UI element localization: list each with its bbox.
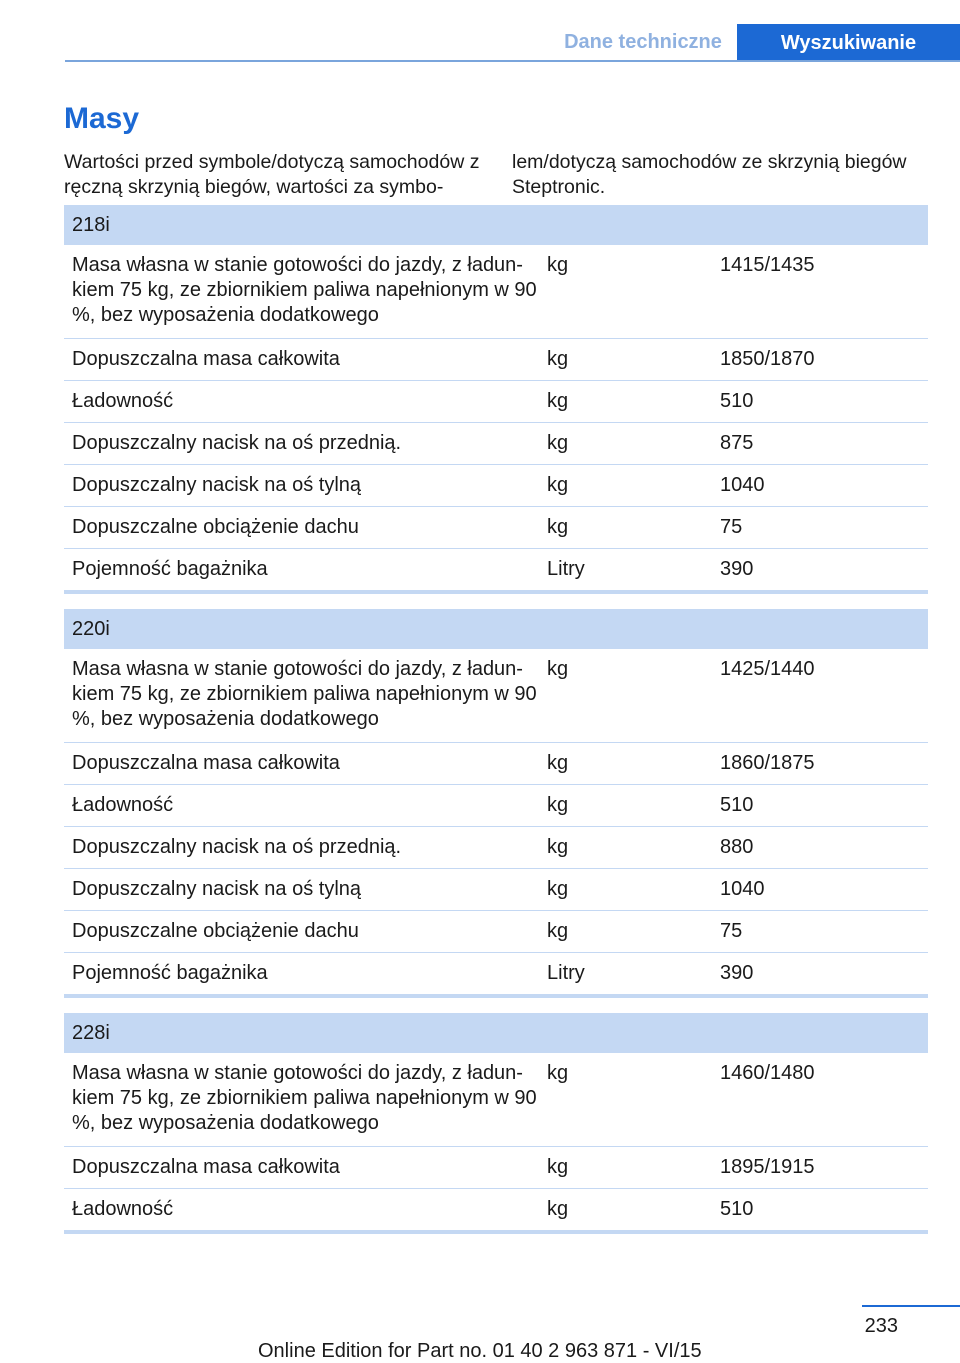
row-unit: kg xyxy=(547,920,569,942)
row-unit: kg xyxy=(547,794,569,816)
row-unit: kg xyxy=(547,878,569,900)
row-unit: kg xyxy=(547,1062,569,1084)
row-unit: Litry xyxy=(547,962,585,984)
row-unit: kg xyxy=(547,390,569,412)
row-label: Masa własna w stanie gotowości do jazdy, z ładun‐kiem 75 kg, ze zbiornikiem paliwa napełnionym w 90 %, bez wyposażenia dodatkowego xyxy=(72,658,537,730)
table-row xyxy=(64,423,928,465)
table-row xyxy=(64,339,928,381)
specs-table-218i xyxy=(64,205,928,594)
table-row xyxy=(64,1147,928,1189)
row-label: Ładowność xyxy=(72,390,174,412)
row-value: 75 xyxy=(720,516,743,538)
table-row xyxy=(64,549,928,590)
row-label: Pojemność bagażnika xyxy=(72,558,268,580)
row-label: Dopuszczalne obciążenie dachu xyxy=(72,516,359,538)
row-value: 875 xyxy=(720,432,754,454)
table-row xyxy=(64,785,928,827)
row-label: Masa własna w stanie gotowości do jazdy, z ładun‐kiem 75 kg, ze zbiornikiem paliwa napełnionym w 90 %, bez wyposażenia dodatkowego xyxy=(72,254,537,326)
row-value: 1895/1915 xyxy=(720,1156,815,1178)
table-header: 228i xyxy=(64,1013,928,1053)
row-value: 1860/1875 xyxy=(720,752,815,774)
table-row xyxy=(64,953,928,994)
row-label: Dopuszczalny nacisk na oś przednią. xyxy=(72,836,402,858)
row-unit: kg xyxy=(547,254,569,276)
row-label: Dopuszczalny nacisk na oś przednią. xyxy=(72,432,402,454)
row-unit: Litry xyxy=(547,558,585,580)
row-unit: kg xyxy=(547,432,569,454)
intro-text-left: Wartości przed symbole/dotyczą samochodów z ręczną skrzynią biegów, wartości za symbo‐ xyxy=(64,151,480,198)
row-label: Ładowność xyxy=(72,1198,174,1220)
footer-edition-text: Online Edition for Part no. 01 40 2 963 871 - VI/15 xyxy=(258,1340,702,1362)
tab-wyszukiwanie[interactable]: Wyszukiwanie xyxy=(737,24,960,62)
table-row xyxy=(64,827,928,869)
page-number: 233 xyxy=(864,1315,898,1337)
row-label: Dopuszczalna masa całkowita xyxy=(72,348,340,370)
row-label: Dopuszczalne obciążenie dachu xyxy=(72,920,359,942)
row-value: 1040 xyxy=(720,878,765,900)
table-row xyxy=(64,743,928,785)
row-value: 1425/1440 xyxy=(720,658,815,680)
row-label: Dopuszczalna masa całkowita xyxy=(72,752,340,774)
table-row xyxy=(64,1053,928,1147)
table-row xyxy=(64,507,928,549)
row-value: 75 xyxy=(720,920,743,942)
row-value: 510 xyxy=(720,390,754,412)
table-row xyxy=(64,869,928,911)
row-value: 1460/1480 xyxy=(720,1062,815,1084)
row-value: 880 xyxy=(720,836,754,858)
tab-dane-techniczne[interactable]: Dane techniczne xyxy=(564,30,722,53)
row-label: Pojemność bagażnika xyxy=(72,962,268,984)
row-unit: kg xyxy=(547,658,569,680)
row-value: 1415/1435 xyxy=(720,254,815,276)
table-row xyxy=(64,245,928,339)
row-unit: kg xyxy=(547,516,569,538)
row-unit: kg xyxy=(547,348,569,370)
table-end-rule xyxy=(64,1230,928,1234)
row-unit: kg xyxy=(547,474,569,496)
table-row xyxy=(64,465,928,507)
row-value: 1040 xyxy=(720,474,765,496)
table-header: 220i xyxy=(64,609,928,649)
specs-table-220i xyxy=(64,609,928,998)
row-label: Masa własna w stanie gotowości do jazdy, z ładun‐kiem 75 kg, ze zbiornikiem paliwa napełnionym w 90 %, bez wyposażenia dodatkowego xyxy=(72,1062,537,1134)
row-value: 510 xyxy=(720,1198,754,1220)
intro-text-right: lem/dotyczą samochodów ze skrzynią biegów Steptronic. xyxy=(512,151,907,198)
row-value: 1850/1870 xyxy=(720,348,815,370)
row-value: 510 xyxy=(720,794,754,816)
page-title: Masy xyxy=(64,102,140,135)
table-row xyxy=(64,1189,928,1230)
table-end-rule xyxy=(64,590,928,594)
row-label: Dopuszczalny nacisk na oś tylną xyxy=(72,878,362,900)
specs-table-228i xyxy=(64,1013,928,1234)
page-number-rule xyxy=(862,1305,960,1307)
row-label: Ładowność xyxy=(72,794,174,816)
table-row xyxy=(64,381,928,423)
row-unit: kg xyxy=(547,1198,569,1220)
table-header: 218i xyxy=(64,205,928,245)
row-label: Dopuszczalny nacisk na oś tylną xyxy=(72,474,362,496)
table-row xyxy=(64,649,928,743)
row-unit: kg xyxy=(547,836,569,858)
row-value: 390 xyxy=(720,558,754,580)
row-value: 390 xyxy=(720,962,754,984)
row-label: Dopuszczalna masa całkowita xyxy=(72,1156,340,1178)
table-end-rule xyxy=(64,994,928,998)
row-unit: kg xyxy=(547,1156,569,1178)
row-unit: kg xyxy=(547,752,569,774)
header-divider xyxy=(65,60,960,62)
table-row xyxy=(64,911,928,953)
